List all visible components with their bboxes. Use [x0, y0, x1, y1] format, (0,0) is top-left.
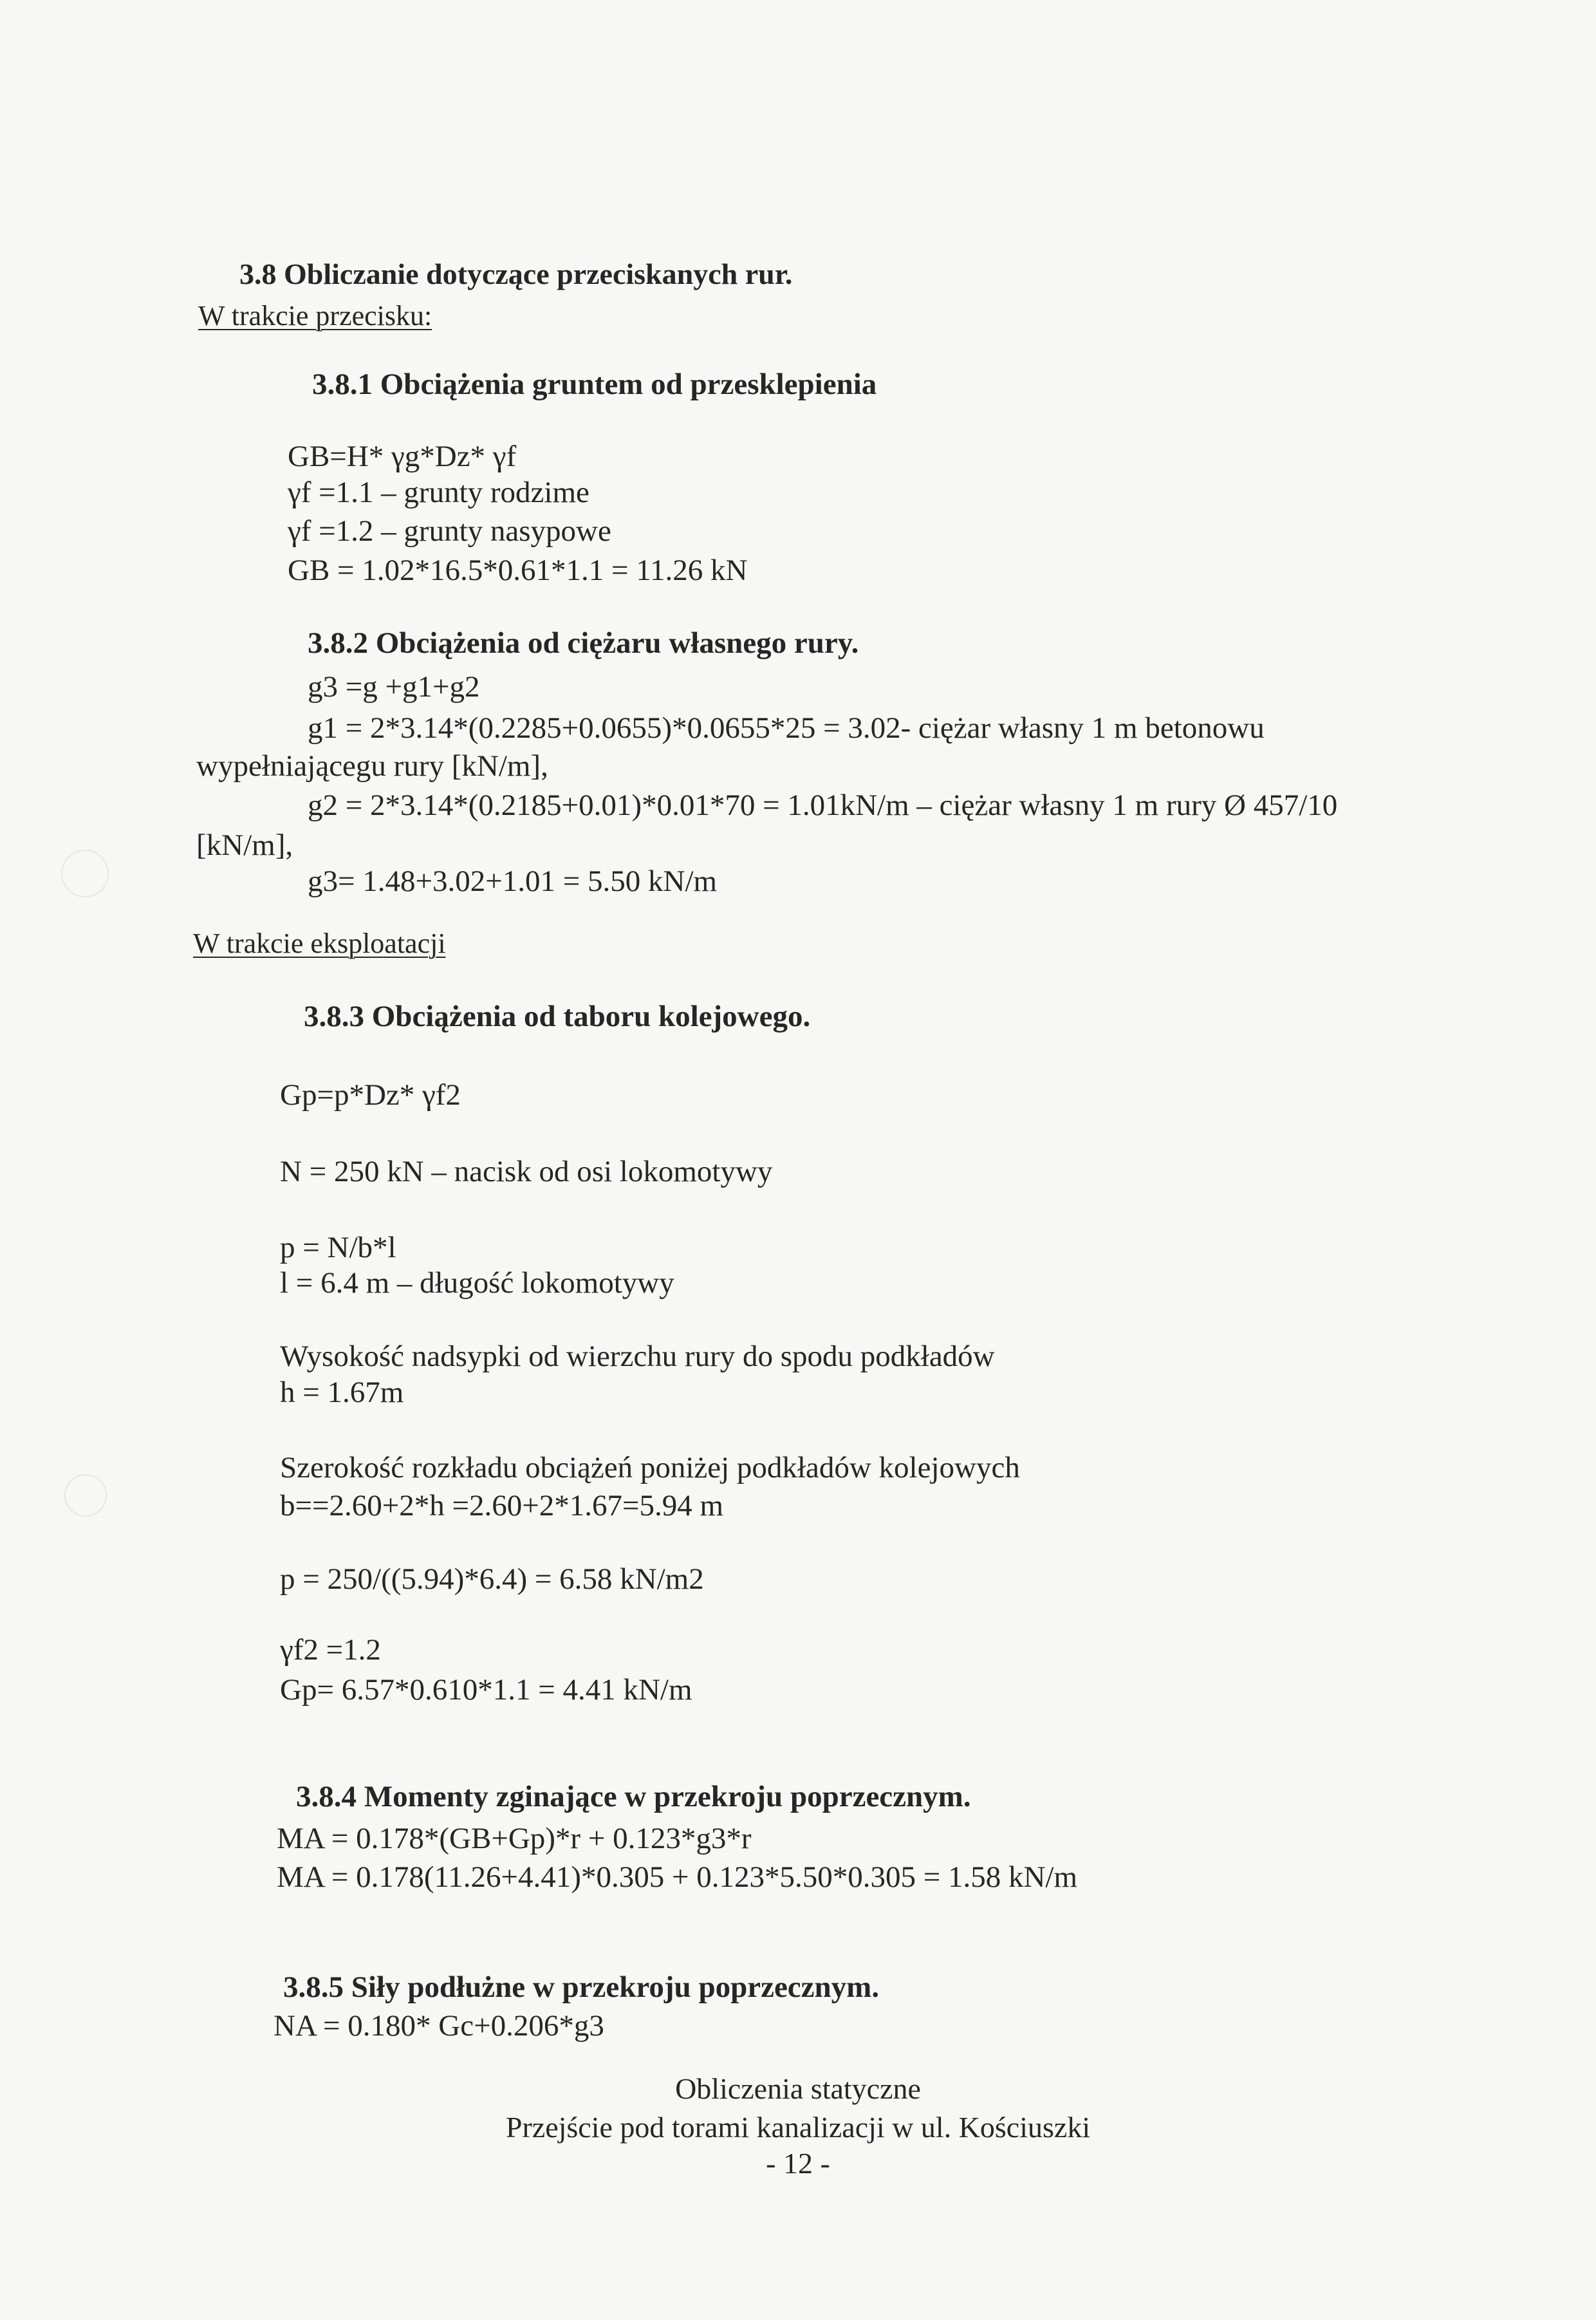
formula-line: γf =1.2 – grunty nasypowe [288, 514, 611, 548]
formula-line: GB = 1.02*16.5*0.61*1.1 = 11.26 kN [288, 554, 748, 587]
formula-line: p = 250/((5.94)*6.4) = 6.58 kN/m2 [280, 1562, 704, 1596]
formula-line: Gp=p*Dz* γf2 [280, 1078, 461, 1112]
formula-line: b==2.60+2*h =2.60+2*1.67=5.94 m [280, 1489, 724, 1522]
subsection-heading: 3.8.3 Obciążenia od taboru kolejowego. [304, 1000, 811, 1033]
formula-line: p = N/b*l [280, 1231, 396, 1264]
phase-heading: W trakcie eksploatacji [193, 928, 446, 959]
formula-line: Gp= 6.57*0.610*1.1 = 4.41 kN/m [280, 1673, 692, 1707]
subsection-heading: 3.8.2 Obciążenia od ciężaru własnego rury. [308, 626, 859, 660]
subsection-heading: 3.8.4 Momenty zginające w przekroju poprzecznym. [296, 1780, 971, 1813]
formula-line: g2 = 2*3.14*(0.2185+0.01)*0.01*70 = 1.01kN/m – ciężar własny 1 m rury Ø 457/10 [308, 789, 1338, 822]
formula-line: MA = 0.178(11.26+4.41)*0.305 + 0.123*5.50*0.305 = 1.58 kN/m [277, 1860, 1078, 1894]
formula-line: [kN/m], [196, 828, 293, 862]
formula-line: g3= 1.48+3.02+1.01 = 5.50 kN/m [308, 865, 718, 898]
formula-line: GB=H* γg*Dz* γf [288, 440, 517, 473]
formula-line: γf =1.1 – grunty rodzime [288, 476, 589, 509]
formula-line: g1 = 2*3.14*(0.2285+0.0655)*0.0655*25 = 3.02- ciężar własny 1 m betonowu [308, 711, 1265, 745]
formula-line: MA = 0.178*(GB+Gp)*r + 0.123*g3*r [277, 1822, 752, 1855]
section-title: 3.8 Obliczanie dotyczące przeciskanych rur. [239, 257, 793, 290]
page-number: - 12 - [766, 2147, 830, 2180]
formula-line: NA = 0.180* Gc+0.206*g3 [274, 2009, 604, 2043]
phase-heading: W trakcie przecisku: [198, 300, 432, 332]
punch-hole-mark [64, 1474, 107, 1517]
formula-line: γf2 =1.2 [280, 1633, 381, 1667]
subsection-heading: 3.8.1 Obciążenia gruntem od przesklepienia [312, 368, 877, 401]
formula-line: N = 250 kN – nacisk od osi lokomotywy [280, 1155, 773, 1188]
formula-line: Wysokość nadsypki od wierzchu rury do spodu podkładów [280, 1340, 995, 1373]
subsection-heading: 3.8.5 Siły podłużne w przekroju poprzecznym. [283, 1970, 880, 2004]
footer-subtitle: Przejście pod torami kanalizacji w ul. Kościuszki [505, 2111, 1091, 2144]
punch-hole-mark [61, 850, 109, 897]
formula-line: Szerokość rozkładu obciążeń poniżej podkładów kolejowych [280, 1451, 1020, 1484]
formula-line: h = 1.67m [280, 1376, 404, 1409]
footer-title: Obliczenia statyczne [675, 2072, 921, 2105]
formula-line: l = 6.4 m – długość lokomotywy [280, 1266, 674, 1300]
formula-line: g3 =g +g1+g2 [308, 670, 480, 704]
formula-line: wypełniającegu rury [kN/m], [196, 749, 548, 783]
